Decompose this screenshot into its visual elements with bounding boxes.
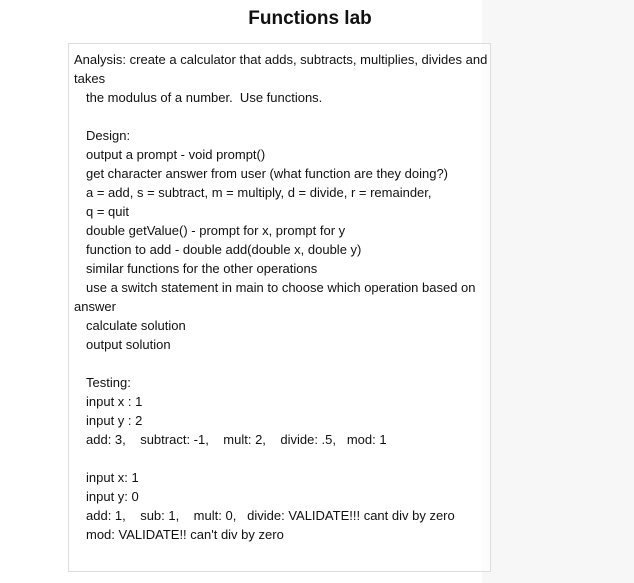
text-line: answer xyxy=(74,299,116,314)
page-title: Functions lab xyxy=(248,8,372,29)
text-line: input x: 1 xyxy=(86,470,139,485)
text-line: similar functions for the other operations xyxy=(86,261,318,276)
text-line: q = quit xyxy=(86,204,130,219)
text-line: double getValue() - prompt for x, prompt for y xyxy=(86,223,346,238)
text-line: the modulus of a number. Use functions. xyxy=(86,90,323,105)
text-line: get character answer from user (what function are they doing?) xyxy=(86,166,449,181)
text-line: output solution xyxy=(86,337,171,352)
text-line: output a prompt - void prompt() xyxy=(86,147,266,162)
text-line xyxy=(74,107,490,126)
text-line: add: 3, subtract: -1, mult: 2, divide: .5, mod: 1 xyxy=(86,432,387,447)
text-line: input y: 0 xyxy=(86,489,139,504)
text-line: a = add, s = subtract, m = multiply, d = divide, r = remainder, xyxy=(86,185,432,200)
text-line: Design: xyxy=(86,128,131,143)
side-pane-background xyxy=(482,0,634,583)
text-line: use a switch statement in main to choose which operation based on xyxy=(86,280,476,295)
text-line: takes xyxy=(74,71,106,86)
text-line: input x : 1 xyxy=(86,394,143,409)
text-line: function to add - double add(double x, double y) xyxy=(86,242,362,257)
document-text-box xyxy=(68,43,491,572)
text-line xyxy=(74,354,490,373)
text-line: mod: VALIDATE!! can't div by zero xyxy=(86,527,284,542)
text-line: Analysis: create a calculator that adds, subtracts, multiplies, divides and xyxy=(74,52,488,67)
text-line: add: 1, sub: 1, mult: 0, divide: VALIDATE!!! cant div by zero xyxy=(86,508,455,523)
text-line: Testing: xyxy=(86,375,131,390)
text-line: input y : 2 xyxy=(86,413,143,428)
text-line xyxy=(74,449,490,468)
text-line: calculate solution xyxy=(86,318,186,333)
